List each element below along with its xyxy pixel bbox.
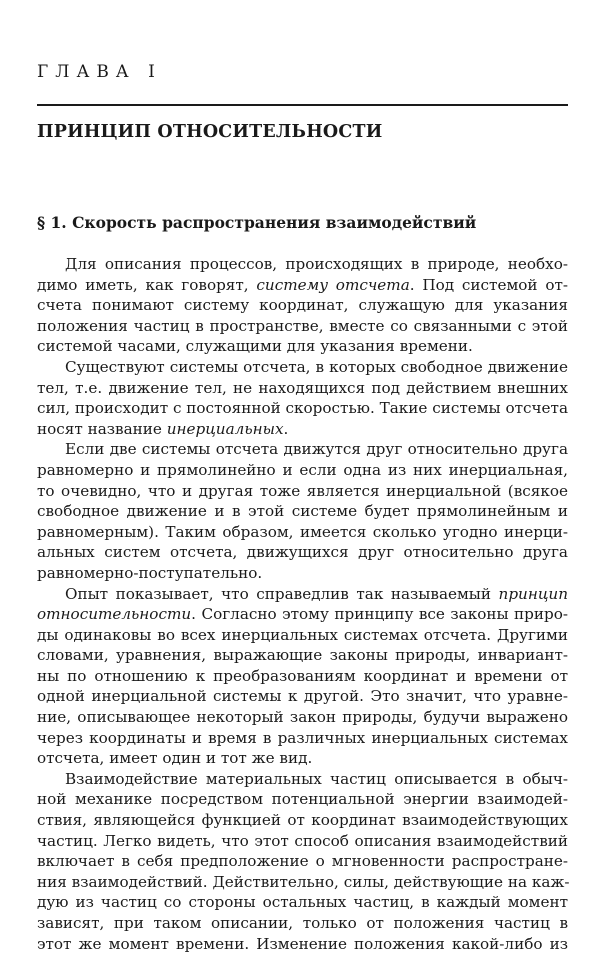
text-line: свободное движение и в этой системе будет прямолинейным и [37, 502, 568, 521]
text-line [37, 604, 568, 625]
text-run: . Под системой от- [409, 275, 568, 294]
text-line: включает в себя предположение о мгновенности распростране- [37, 852, 568, 871]
text-run: димо иметь, как говорят, [37, 275, 257, 294]
chapter-title: ПРИНЦИП ОТНОСИТЕЛЬНОСТИ [37, 122, 383, 142]
text-line: ды одинаковы во всех инерциальных системах отсчета. Другими [37, 625, 568, 644]
text-line: этот же момент времени. Изменение положения какой-либо из [37, 934, 568, 953]
text-line: равномерно-поступательно. [37, 563, 263, 582]
emphasis-term: систему отсчета [256, 275, 410, 294]
chapter-divider [37, 104, 568, 106]
body-text [37, 254, 568, 954]
text-line: тел, т.е. движение тел, не находящихся под действием внешних [37, 378, 568, 397]
text-line: частиц. Легко видеть, что этот способ описания взаимодействий [37, 831, 568, 850]
text-line: положения частиц в пространстве, вместе со связанными с этой [37, 316, 568, 335]
emphasis-term: относительности [37, 605, 192, 624]
text-line: Для описания процессов, происходящих в природе, необхо- [65, 255, 568, 273]
text-line [37, 419, 568, 440]
text-line: отсчета, имеет один и тот же вид. [37, 749, 313, 768]
text-line: то очевидно, что и другая тоже является инерциальной (всякое [37, 481, 568, 500]
text-line: ной механике посредством потенциальной энергии взаимодей- [37, 790, 568, 809]
text-line: дую из частиц со стороны остальных частиц, в каждый момент [37, 893, 568, 912]
text-run: Опыт показывает, что справедлив так называемый [65, 584, 499, 603]
text-line: ствия, являющейся функцией от координат взаимодействующих [37, 811, 568, 830]
text-line: ние, описывающее некоторый закон природы, будучи выражено [37, 708, 568, 727]
text-line: словами, уравнения, выражающие законы природы, инвариант- [37, 646, 568, 665]
text-line: зависят, при таком описании, только от положения частиц в [37, 914, 568, 932]
text-line: равномерно и прямолинейно и если одна из них инерциальная, [37, 460, 568, 479]
text-line: сил, происходит с постоянной скоростью. Такие системы отсчета [37, 399, 568, 418]
text-line: системой часами, служащими для указания времени. [37, 337, 473, 356]
text-line [37, 584, 568, 605]
text-line: одной инерциальной системы к другой. Это значит, что уравне- [37, 687, 568, 706]
chapter-label: ГЛАВА I [37, 62, 162, 82]
text-line: Если две системы отсчета движутся друг относительно друга [65, 440, 568, 459]
emphasis-term: инерциальных [166, 419, 284, 438]
text-run: . [283, 419, 289, 438]
text-line: Взаимодействие материальных частиц описывается в обыч- [65, 769, 568, 788]
emphasis-term: принцип [498, 584, 568, 603]
text-line: ны по отношению к преобразованиям координат и времени от [37, 666, 568, 685]
text-line: ния взаимодействий. Действительно, силы, действующие на каж- [37, 872, 570, 891]
text-run: . Согласно этому принципу все законы приро- [191, 605, 568, 624]
text-line: через координаты и время в различных инерциальных системах [37, 728, 568, 747]
text-line: счета понимают систему координат, служащую для указания [37, 296, 568, 315]
text-line: Существуют системы отсчета, в которых свободное движение [65, 357, 568, 376]
text-line [37, 275, 568, 296]
text-run: носят название [37, 419, 167, 438]
section-title: § 1. Скорость распространения взаимодействий [37, 213, 477, 232]
text-line: альных систем отсчета, движущихся друг относительно друга [37, 543, 568, 562]
text-line: равномерным). Таким образом, имеется сколько угодно инерци- [37, 522, 568, 541]
